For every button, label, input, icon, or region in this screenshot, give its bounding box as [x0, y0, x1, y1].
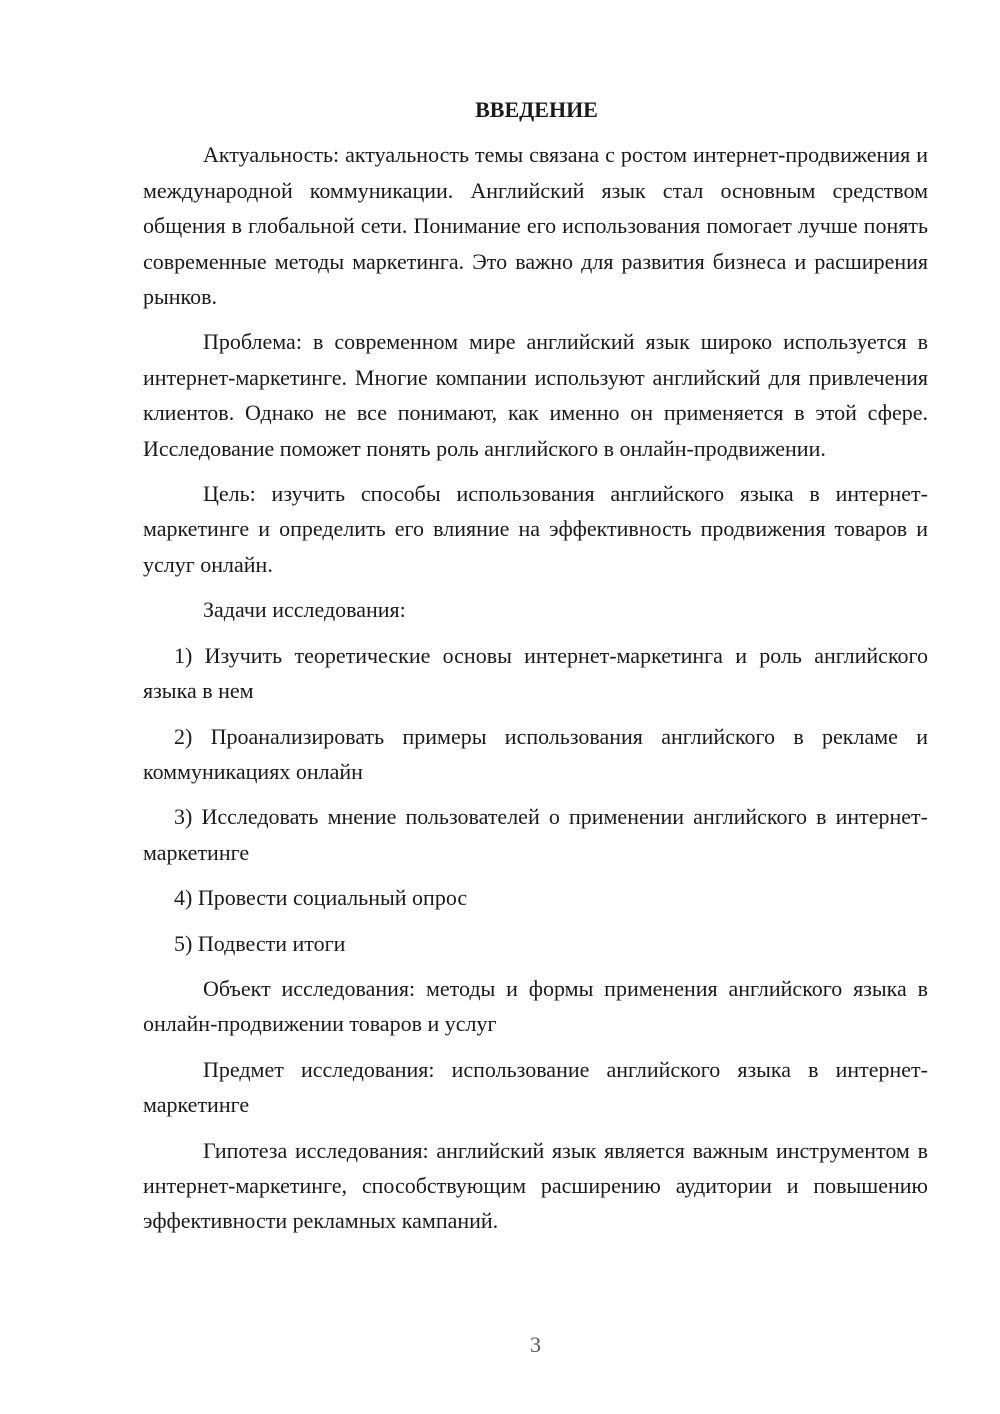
page-number: 3 — [530, 1332, 541, 1357]
page-title: ВВЕДЕНИЕ — [475, 97, 598, 122]
subject-paragraph: Предмет исследования: использование английского языка в интернет-маркетинге — [143, 1056, 928, 1118]
object-paragraph: Объект исследования: методы и формы применения английского языка в онлайн-продвижении товаров и услуг — [143, 975, 928, 1037]
task-item-5: 5) Подвести итоги — [174, 930, 346, 956]
goal-paragraph: Цель: изучить способы использования английского языка в интернет-маркетинге и определить его влияние на эффективность продвижения товаров и услуг онлайн. — [143, 481, 928, 577]
tasks-heading: Задачи исследования: — [203, 597, 406, 623]
task-item-4: 4) Провести социальный опрос — [174, 885, 468, 911]
document-page — [143, 92, 928, 1249]
problem-paragraph: Проблема: в современном мире английский язык широко используется в интернет-маркетинге. Многие компании используют английский для привлечения клиентов. Однако не все понимают, как именно он применяется в этой сфере. Исследование поможет понять роль английского в онлайн-продвижении. — [143, 329, 928, 461]
task-item-1: 1) Изучить теоретические основы интернет-маркетинга и роль английского языка в нем — [143, 642, 928, 704]
task-item-3: 3) Исследовать мнение пользователей о применении английского в интернет-маркетинге — [143, 804, 928, 865]
task-item-2: 2) Проанализировать примеры использования английского в рекламе и коммуникациях онлайн — [143, 723, 928, 784]
hypothesis-paragraph: Гипотеза исследования: английский язык является важным инструментом в интернет-маркетинге, способствующим расширению аудитории и повышению эффективности рекламных кампаний. — [143, 1137, 928, 1234]
relevance-paragraph: Актуальность: актуальность темы связана с ростом интернет-продвижения и международной коммуникации. Английский язык стал основным средством общения в глобальной сети. Понимание его использования помогает лучше понять современные методы маркетинга. Это важно для развития бизнеса и расширения рынков. — [143, 142, 928, 310]
